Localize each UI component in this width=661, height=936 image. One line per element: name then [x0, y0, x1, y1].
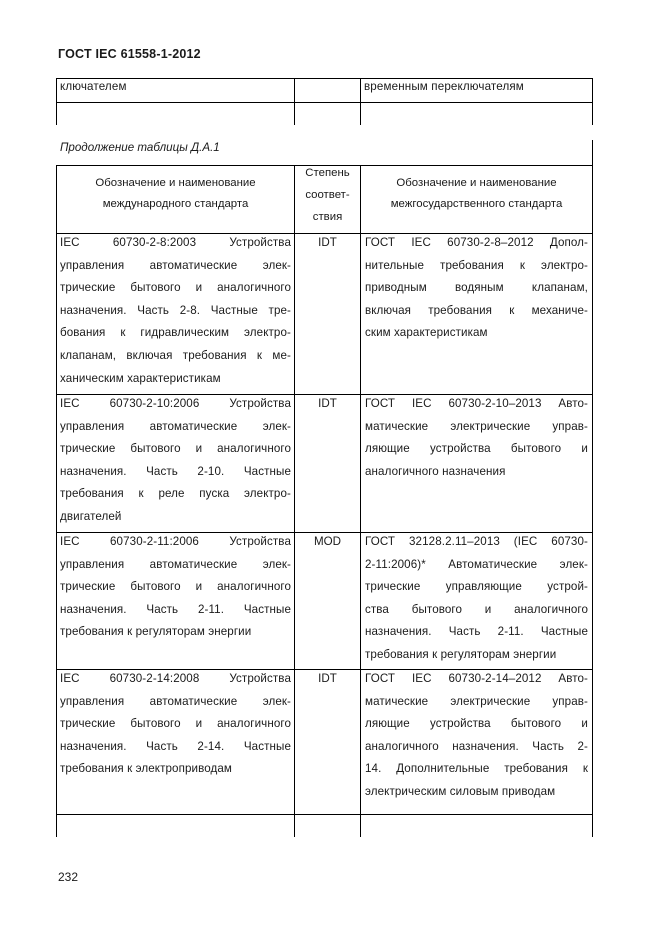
text-line: ГОСТ 32128.2.11–2013 (IEC 60730-	[365, 535, 588, 548]
header-degree	[295, 162, 360, 228]
text-line: 2-11:2006)* Автоматические элек-	[365, 557, 588, 571]
row-3-degree: MOD	[313, 535, 342, 548]
page-number: 232	[58, 870, 79, 884]
fragment-left-text: ключателем	[60, 80, 127, 93]
table-caption: Продолжение таблицы Д.А.1	[60, 141, 220, 154]
row-4-international	[60, 668, 291, 781]
text-line: назначения. Часть 2-11. Частные	[365, 625, 588, 639]
text-line: требования к электроприводам	[60, 762, 233, 776]
column-divider	[294, 165, 295, 837]
text-line: трические бытового и аналогичного	[60, 442, 291, 456]
text-line: требования к регуляторам энергии	[60, 625, 252, 639]
header-line: межгосударственного стандарта	[390, 198, 563, 210]
text-line: IEC 60730-2-11:2006 Устройства	[60, 535, 291, 548]
text-line: бования к гидравлическим электро-	[60, 326, 291, 340]
table-rule	[56, 814, 592, 815]
text-line: ГОСТ IEC 60730-2-10–2013 Авто-	[365, 397, 588, 410]
text-line: управления автоматические элек-	[60, 419, 291, 433]
column-divider	[56, 78, 57, 125]
column-divider	[592, 140, 593, 837]
text-line: клапанам, включая требования к ме-	[60, 348, 291, 362]
column-divider	[360, 165, 361, 837]
text-line: требования к регуляторам энергии	[365, 647, 557, 661]
text-line: 14. Дополнительные требования к	[365, 762, 588, 776]
document-header: ГОСТ IEC 61558-1-2012	[58, 47, 201, 61]
text-line: матические электрические управ-	[365, 419, 588, 433]
fragment-right-text: временным переключателям	[364, 80, 524, 93]
text-line: матические электрические управ-	[365, 694, 588, 708]
text-line: электрическим силовым приводам	[365, 784, 556, 798]
row-2-interstate	[365, 393, 588, 483]
header-international	[57, 173, 294, 215]
text-line: трические бытового и аналогичного	[60, 281, 291, 295]
row-1-degree: IDT	[318, 236, 337, 249]
text-line: аналогичного назначения	[365, 464, 506, 478]
text-line: назначения. Часть 2-10. Частные	[60, 464, 291, 478]
row-4-interstate	[365, 668, 588, 804]
text-line: ханическим характеристикам	[60, 371, 221, 385]
column-divider	[592, 78, 593, 125]
text-line: нительные требования к электро-	[365, 258, 588, 272]
header-interstate	[361, 173, 592, 215]
text-line: IEC 60730-2-8:2003 Устройства	[60, 236, 291, 249]
header-line: Обозначение и наименование	[95, 177, 256, 189]
text-line: трические управляющие устрой-	[365, 580, 588, 594]
table-rule	[56, 102, 592, 103]
text-line: назначения. Часть 2-14. Частные	[60, 739, 291, 753]
column-divider	[56, 165, 57, 837]
text-line: IEC 60730-2-10:2006 Устройства	[60, 397, 291, 410]
column-divider	[360, 78, 361, 125]
text-line: назначения. Часть 2-11. Частные	[60, 602, 291, 616]
text-line: IEC 60730-2-14:2008 Устройства	[60, 672, 291, 685]
text-line: управления автоматические элек-	[60, 694, 291, 708]
text-line: требования к реле пуска электро-	[60, 487, 291, 501]
text-line: управления автоматические элек-	[60, 557, 291, 571]
row-3-interstate	[365, 531, 588, 667]
header-line: Обозначение и наименование	[396, 177, 557, 189]
row-1-international	[60, 232, 291, 390]
text-line: трические бытового и аналогичного	[60, 580, 291, 594]
row-4-degree: IDT	[318, 672, 337, 685]
text-line: управления автоматические элек-	[60, 258, 291, 272]
text-line: аналогичного назначения. Часть 2-	[365, 739, 588, 753]
row-2-degree: IDT	[318, 397, 337, 410]
header-line: международного стандарта	[102, 198, 249, 210]
header-line: Степень	[305, 167, 350, 179]
row-3-international	[60, 531, 291, 644]
column-divider	[294, 78, 295, 125]
text-line: ским характеристикам	[365, 326, 488, 340]
text-line: ляющие устройства бытового и	[365, 442, 588, 456]
row-2-international	[60, 393, 291, 529]
text-line: включая требования к механиче-	[365, 303, 588, 317]
header-line: ствия	[312, 211, 343, 223]
header-line: соответ-	[305, 189, 350, 201]
text-line: приводным водяным клапанам,	[365, 281, 588, 295]
text-line: ГОСТ IEC 60730-2-8–2012 Допол-	[365, 236, 588, 249]
text-line: двигателей	[60, 509, 122, 523]
text-line: назначения. Часть 2-8. Частные тре-	[60, 303, 291, 317]
text-line: ства бытового и аналогичного	[365, 602, 588, 616]
text-line: ляющие устройства бытового и	[365, 717, 588, 731]
row-1-interstate	[365, 232, 588, 345]
text-line: ГОСТ IEC 60730-2-14–2012 Авто-	[365, 672, 588, 685]
text-line: трические бытового и аналогичного	[60, 717, 291, 731]
